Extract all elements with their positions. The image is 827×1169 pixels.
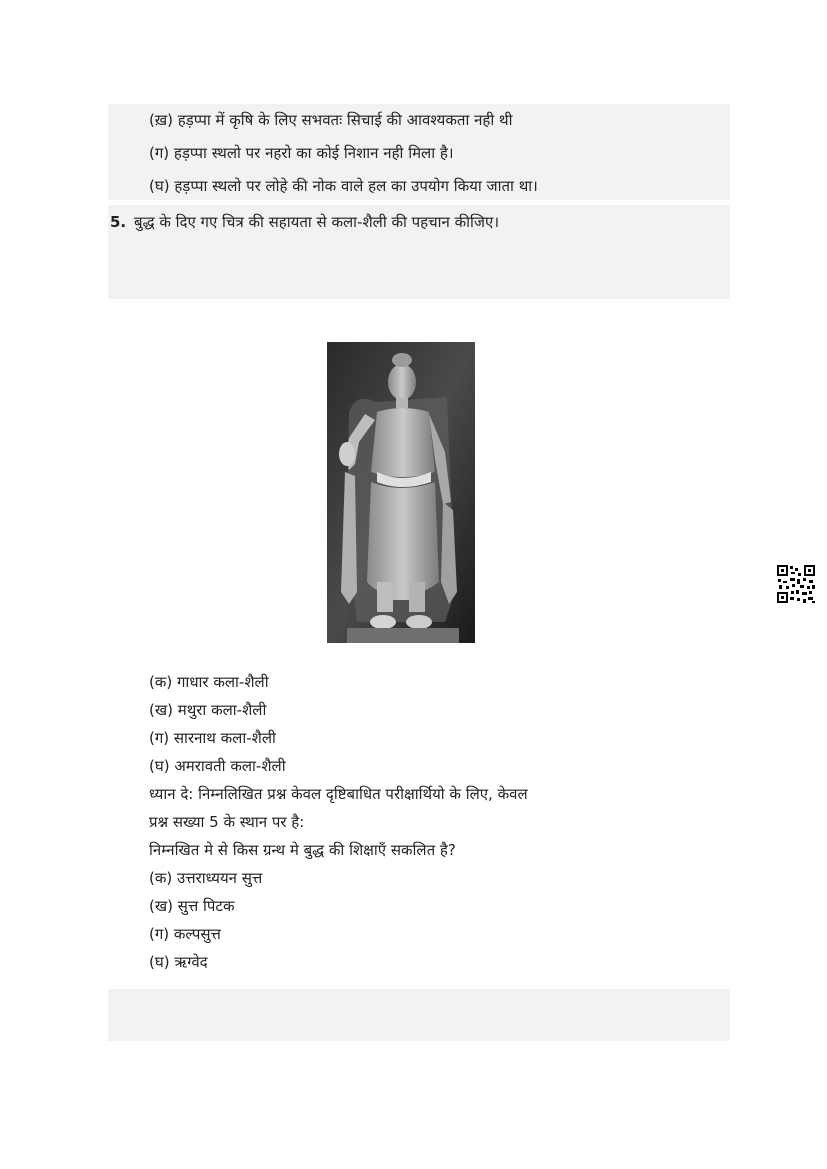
option-kha-top: (ख़) हड़प्पा में कृषि के लिए सभवतः सिचाई की आवश्यकता नही थी — [149, 111, 513, 129]
option-ga: (ग) सारनाथ कला-शैली — [149, 729, 276, 747]
answer-band-bottom — [108, 989, 730, 1041]
option-ka: (क) गाधार कला-शैली — [149, 673, 269, 691]
question-text: बुद्ध के दिए गए चित्र की सहायता से कला-शैली की पहचान कीजिए। — [134, 213, 500, 231]
qr-code-graphic — [776, 564, 816, 604]
option-gha: (घ) अमरावती कला-शैली — [149, 757, 286, 775]
alt-option-gha: (घ) ऋग्वेद — [149, 953, 208, 971]
buddha-statue-image — [327, 342, 475, 643]
alt-option-ga: (ग) कल्पसुत्त — [149, 925, 221, 943]
option-ga-top: (ग) हड़प्पा स्थलो पर नहरो का कोई निशान नही मिला है। — [149, 144, 454, 162]
note-line-1: ध्यान दे: निम्नलिखित प्रश्न केवल दृष्टिबाधित परीक्षार्थियो के लिए, केवल — [149, 785, 528, 803]
alt-question-text: निम्नखित मे से किस ग्रन्थ मे बुद्ध की शिक्षाएँ सकलित है? — [149, 841, 456, 859]
buddha-statue-illustration — [327, 342, 475, 643]
question-number: 5. — [110, 213, 127, 231]
option-gha-top: (घ) हड़प्पा स्थलो पर लोहे की नोक वाले हल का उपयोग किया जाता था। — [149, 177, 538, 195]
alt-option-ka: (क) उत्तराध्ययन सुत्त — [149, 869, 263, 887]
alt-option-kha: (ख) सुत्त पिटक — [149, 897, 235, 915]
option-kha: (ख) मथुरा कला-शैली — [149, 701, 267, 719]
note-line-2: प्रश्न सख्या 5 के स्थान पर है: — [149, 813, 305, 831]
qr-code — [776, 564, 816, 604]
